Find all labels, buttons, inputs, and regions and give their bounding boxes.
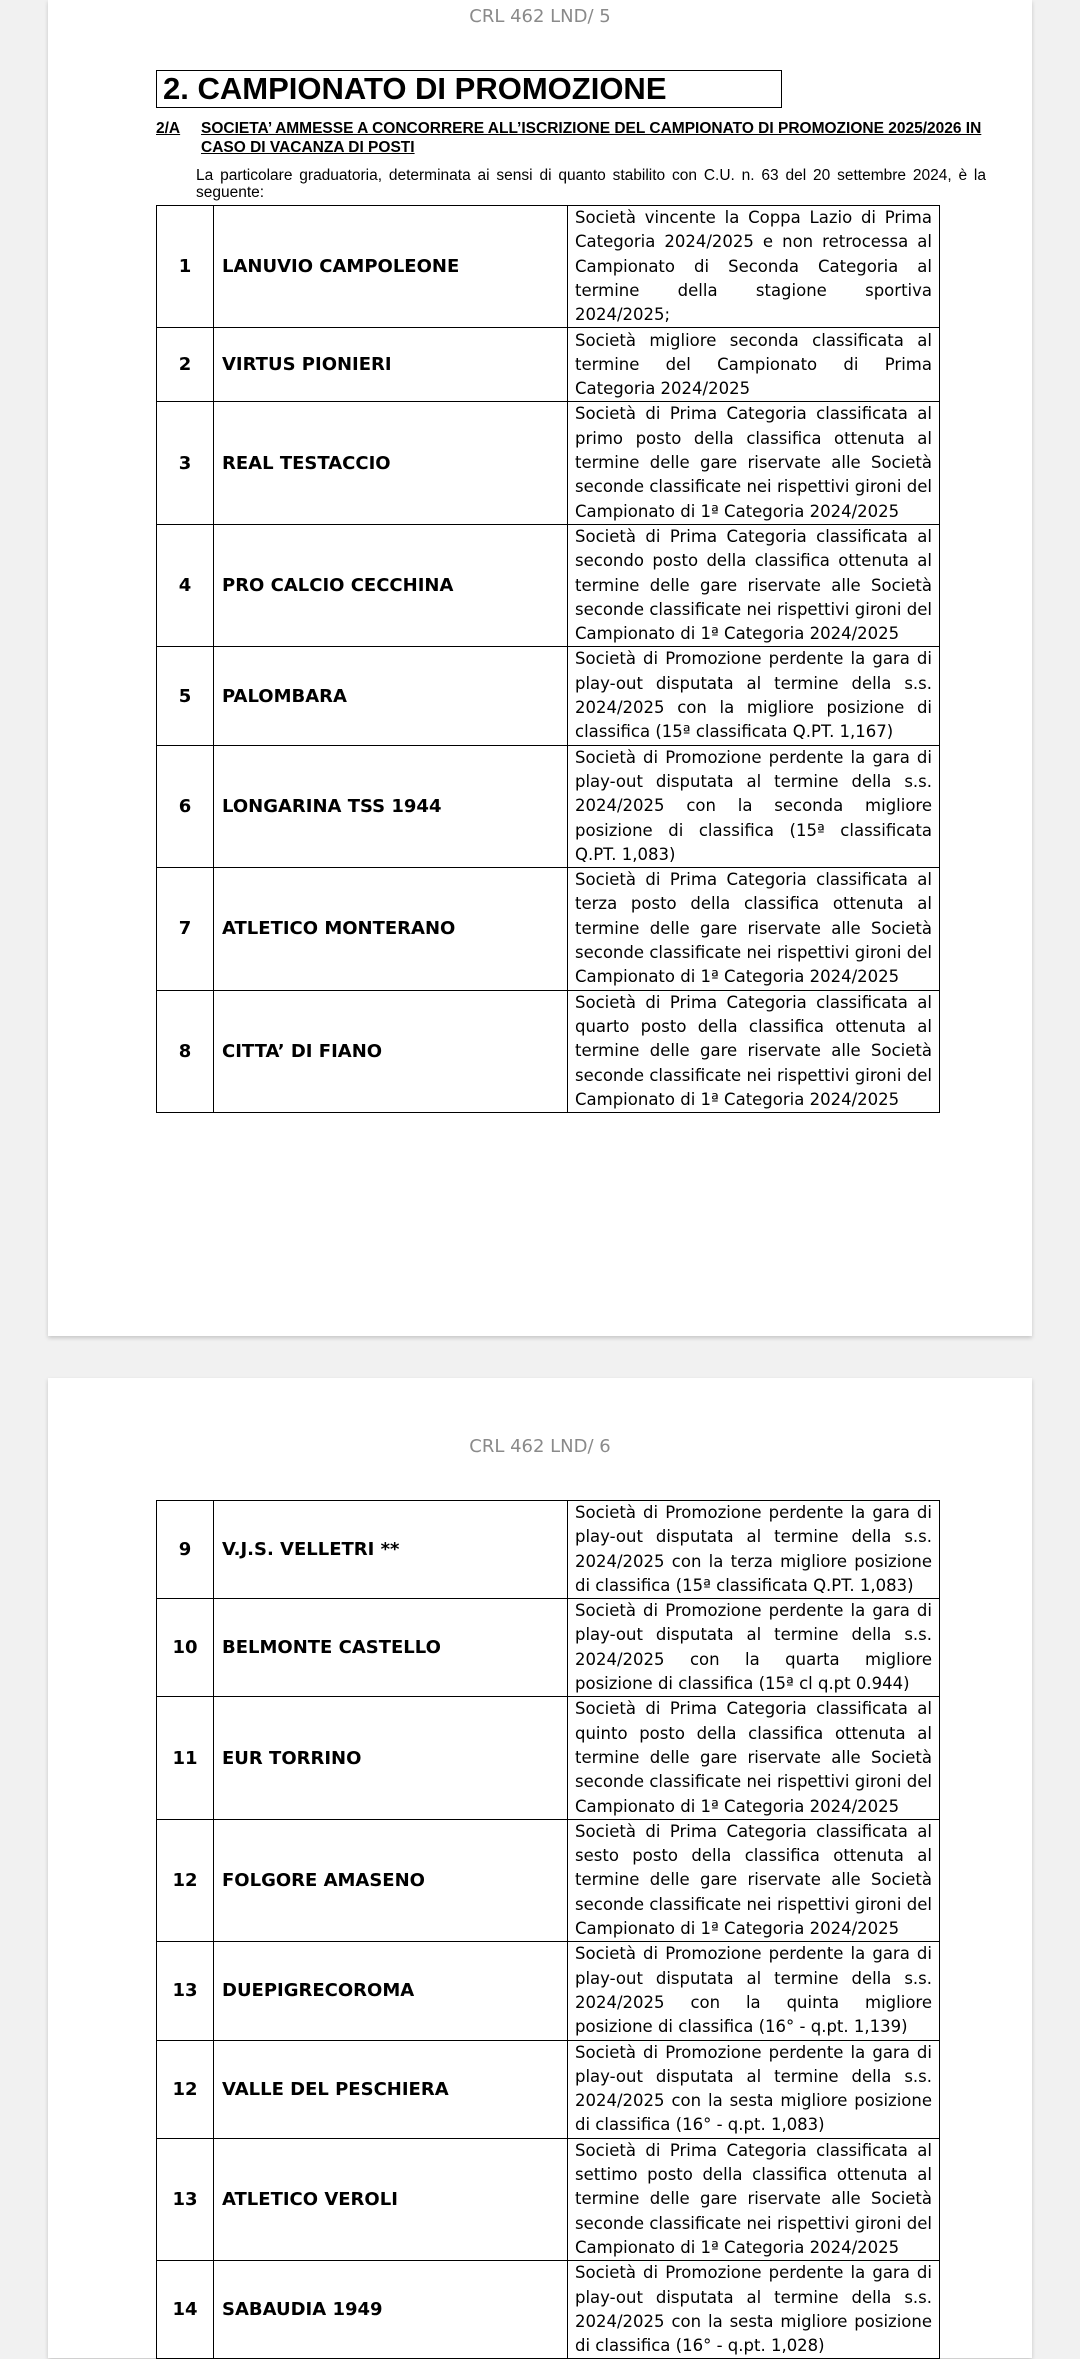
table-row [157,2261,940,2359]
table-row [157,1942,940,2040]
club-name: PRO CALCIO CECCHINA [214,524,568,646]
club-name: PALOMBARA [214,647,568,745]
club-name: SABAUDIA 1949 [214,2261,568,2359]
rank-number: 1 [157,206,214,328]
table-row [157,990,940,1112]
criterion-text: Società vincente la Coppa Lazio di Prima Categoria 2024/2025 e non retrocessa al Campionato di Seconda Categoria al termine della stagione sportiva 2024/2025; [568,206,940,328]
club-name: LONGARINA TSS 1944 [214,745,568,867]
table-row [157,1599,940,1697]
table-row [157,524,940,646]
criterion-text: Società di Promozione perdente la gara di play-out disputata al termine della s.s. 2024/2025 con la migliore posizione di classifica (15ª classificata Q.PT. 1,167) [568,647,940,745]
table-row [157,868,940,990]
rank-number: 6 [157,745,214,867]
table-row [157,1501,940,1599]
table-row [157,745,940,867]
criterion-text: Società di Promozione perdente la gara di play-out disputata al termine della s.s. 2024/2025 con la quinta migliore posizione di classifica (16° - q.pt. 1,139) [568,1942,940,2040]
section-title: 2. CAMPIONATO DI PROMOZIONE [156,70,782,108]
club-name: REAL TESTACCIO [214,402,568,524]
rank-number: 13 [157,1942,214,2040]
rank-number: 10 [157,1599,214,1697]
criterion-text: Società di Prima Categoria classificata al settimo posto della classifica ottenuta al termine delle gare riservate alle Società seconde classificate nei rispettivi gironi del Campionato di 1ª Categoria 2024/2025 [568,2138,940,2260]
criterion-text: Società di Prima Categoria classificata al secondo posto della classifica ottenuta al termine delle gare riservate alle Società seconde classificate nei rispettivi gironi del Campionato di 1ª Categoria 2024/2025 [568,524,940,646]
rank-number: 8 [157,990,214,1112]
club-name: ATLETICO MONTERANO [214,868,568,990]
page-header: CRL 462 LND/ 6 [469,1436,611,1457]
club-name: VALLE DEL PESCHIERA [214,2040,568,2138]
rank-number: 5 [157,647,214,745]
club-name: VIRTUS PIONIERI [214,328,568,402]
rank-number: 7 [157,868,214,990]
criterion-text: Società di Prima Categoria classificata al primo posto della classifica ottenuta al termine delle gare riservate alle Società seconde classificate nei rispettivi gironi del Campionato di 1ª Categoria 2024/2025 [568,402,940,524]
criterion-text: Società di Promozione perdente la gara di play-out disputata al termine della s.s. 2024/2025 con la sesta migliore posizione di classifica (16° - q.pt. 1,028) [568,2261,940,2359]
rank-number: 9 [157,1501,214,1599]
subsection-code: 2/A [156,120,181,137]
rank-number: 12 [157,1819,214,1941]
criterion-text: Società di Prima Categoria classificata al sesto posto della classifica ottenuta al termine delle gare riservate alle Società seconde classificate nei rispettivi gironi del Campionato di 1ª Categoria 2024/2025 [568,1819,940,1941]
club-name: DUEPIGRECOROMA [214,1942,568,2040]
criterion-text: Società di Promozione perdente la gara di play-out disputata al termine della s.s. 2024/2025 con la sesta migliore posizione di classifica (16° - q.pt. 1,083) [568,2040,940,2138]
criterion-text: Società di Prima Categoria classificata al quinto posto della classifica ottenuta al termine delle gare riservate alle Società seconde classificate nei rispettivi gironi del Campionato di 1ª Categoria 2024/2025 [568,1697,940,1819]
criterion-text: Società di Promozione perdente la gara di play-out disputata al termine della s.s. 2024/2025 con la seconda migliore posizione di classifica (15ª classificata Q.PT. 1,083) [568,745,940,867]
page-header: CRL 462 LND/ 5 [469,6,611,27]
club-name: LANUVIO CAMPOLEONE [214,206,568,328]
table-row [157,1697,940,1819]
table-row [157,328,940,402]
table-row [157,402,940,524]
table-row [157,647,940,745]
table-row [157,1819,940,1941]
rank-number: 14 [157,2261,214,2359]
club-name: BELMONTE CASTELLO [214,1599,568,1697]
club-name: FOLGORE AMASENO [214,1819,568,1941]
table-row [157,206,940,328]
subsection-title: SOCIETA’ AMMESSE A CONCORRERE ALL’ISCRIZIONE DEL CAMPIONATO DI PROMOZIONE 2025/2026 IN CASO DI VACANZA DI POSTI [201,120,982,156]
rank-number: 13 [157,2138,214,2260]
criterion-text: Società di Promozione perdente la gara di play-out disputata al termine della s.s. 2024/2025 con la terza migliore posizione di classifica (15ª classificata Q.PT. 1,083) [568,1501,940,1599]
club-name: ATLETICO VEROLI [214,2138,568,2260]
table-row [157,2040,940,2138]
club-name: EUR TORRINO [214,1697,568,1819]
ranking-table-page-6 [156,1500,940,2359]
rank-number: 2 [157,328,214,402]
criterion-text: Società di Promozione perdente la gara di play-out disputata al termine della s.s. 2024/2025 con la quarta migliore posizione di classifica (15ª cl q.pt 0.944) [568,1599,940,1697]
criterion-text: Società migliore seconda classificata al termine del Campionato di Prima Categoria 2024/2025 [568,328,940,402]
criterion-text: Società di Prima Categoria classificata al terza posto della classifica ottenuta al termine delle gare riservate alle Società seconde classificate nei rispettivi gironi del Campionato di 1ª Categoria 2024/2025 [568,868,940,990]
rank-number: 3 [157,402,214,524]
table-row [157,2138,940,2260]
club-name: CITTA’ DI FIANO [214,990,568,1112]
document-page-6 [48,1378,1032,2358]
club-name: V.J.S. VELLETRI ** [214,1501,568,1599]
intro-paragraph: La particolare graduatoria, determinata ai sensi di quanto stabilito con C.U. n. 63 del 20 settembre 2024, è la seguente: [196,167,986,201]
rank-number: 11 [157,1697,214,1819]
ranking-table-page-5 [156,205,940,1113]
criterion-text: Società di Prima Categoria classificata al quarto posto della classifica ottenuta al termine delle gare riservate alle Società seconde classificate nei rispettivi gironi del Campionato di 1ª Categoria 2024/2025 [568,990,940,1112]
document-page-5 [48,0,1032,1336]
rank-number: 12 [157,2040,214,2138]
rank-number: 4 [157,524,214,646]
